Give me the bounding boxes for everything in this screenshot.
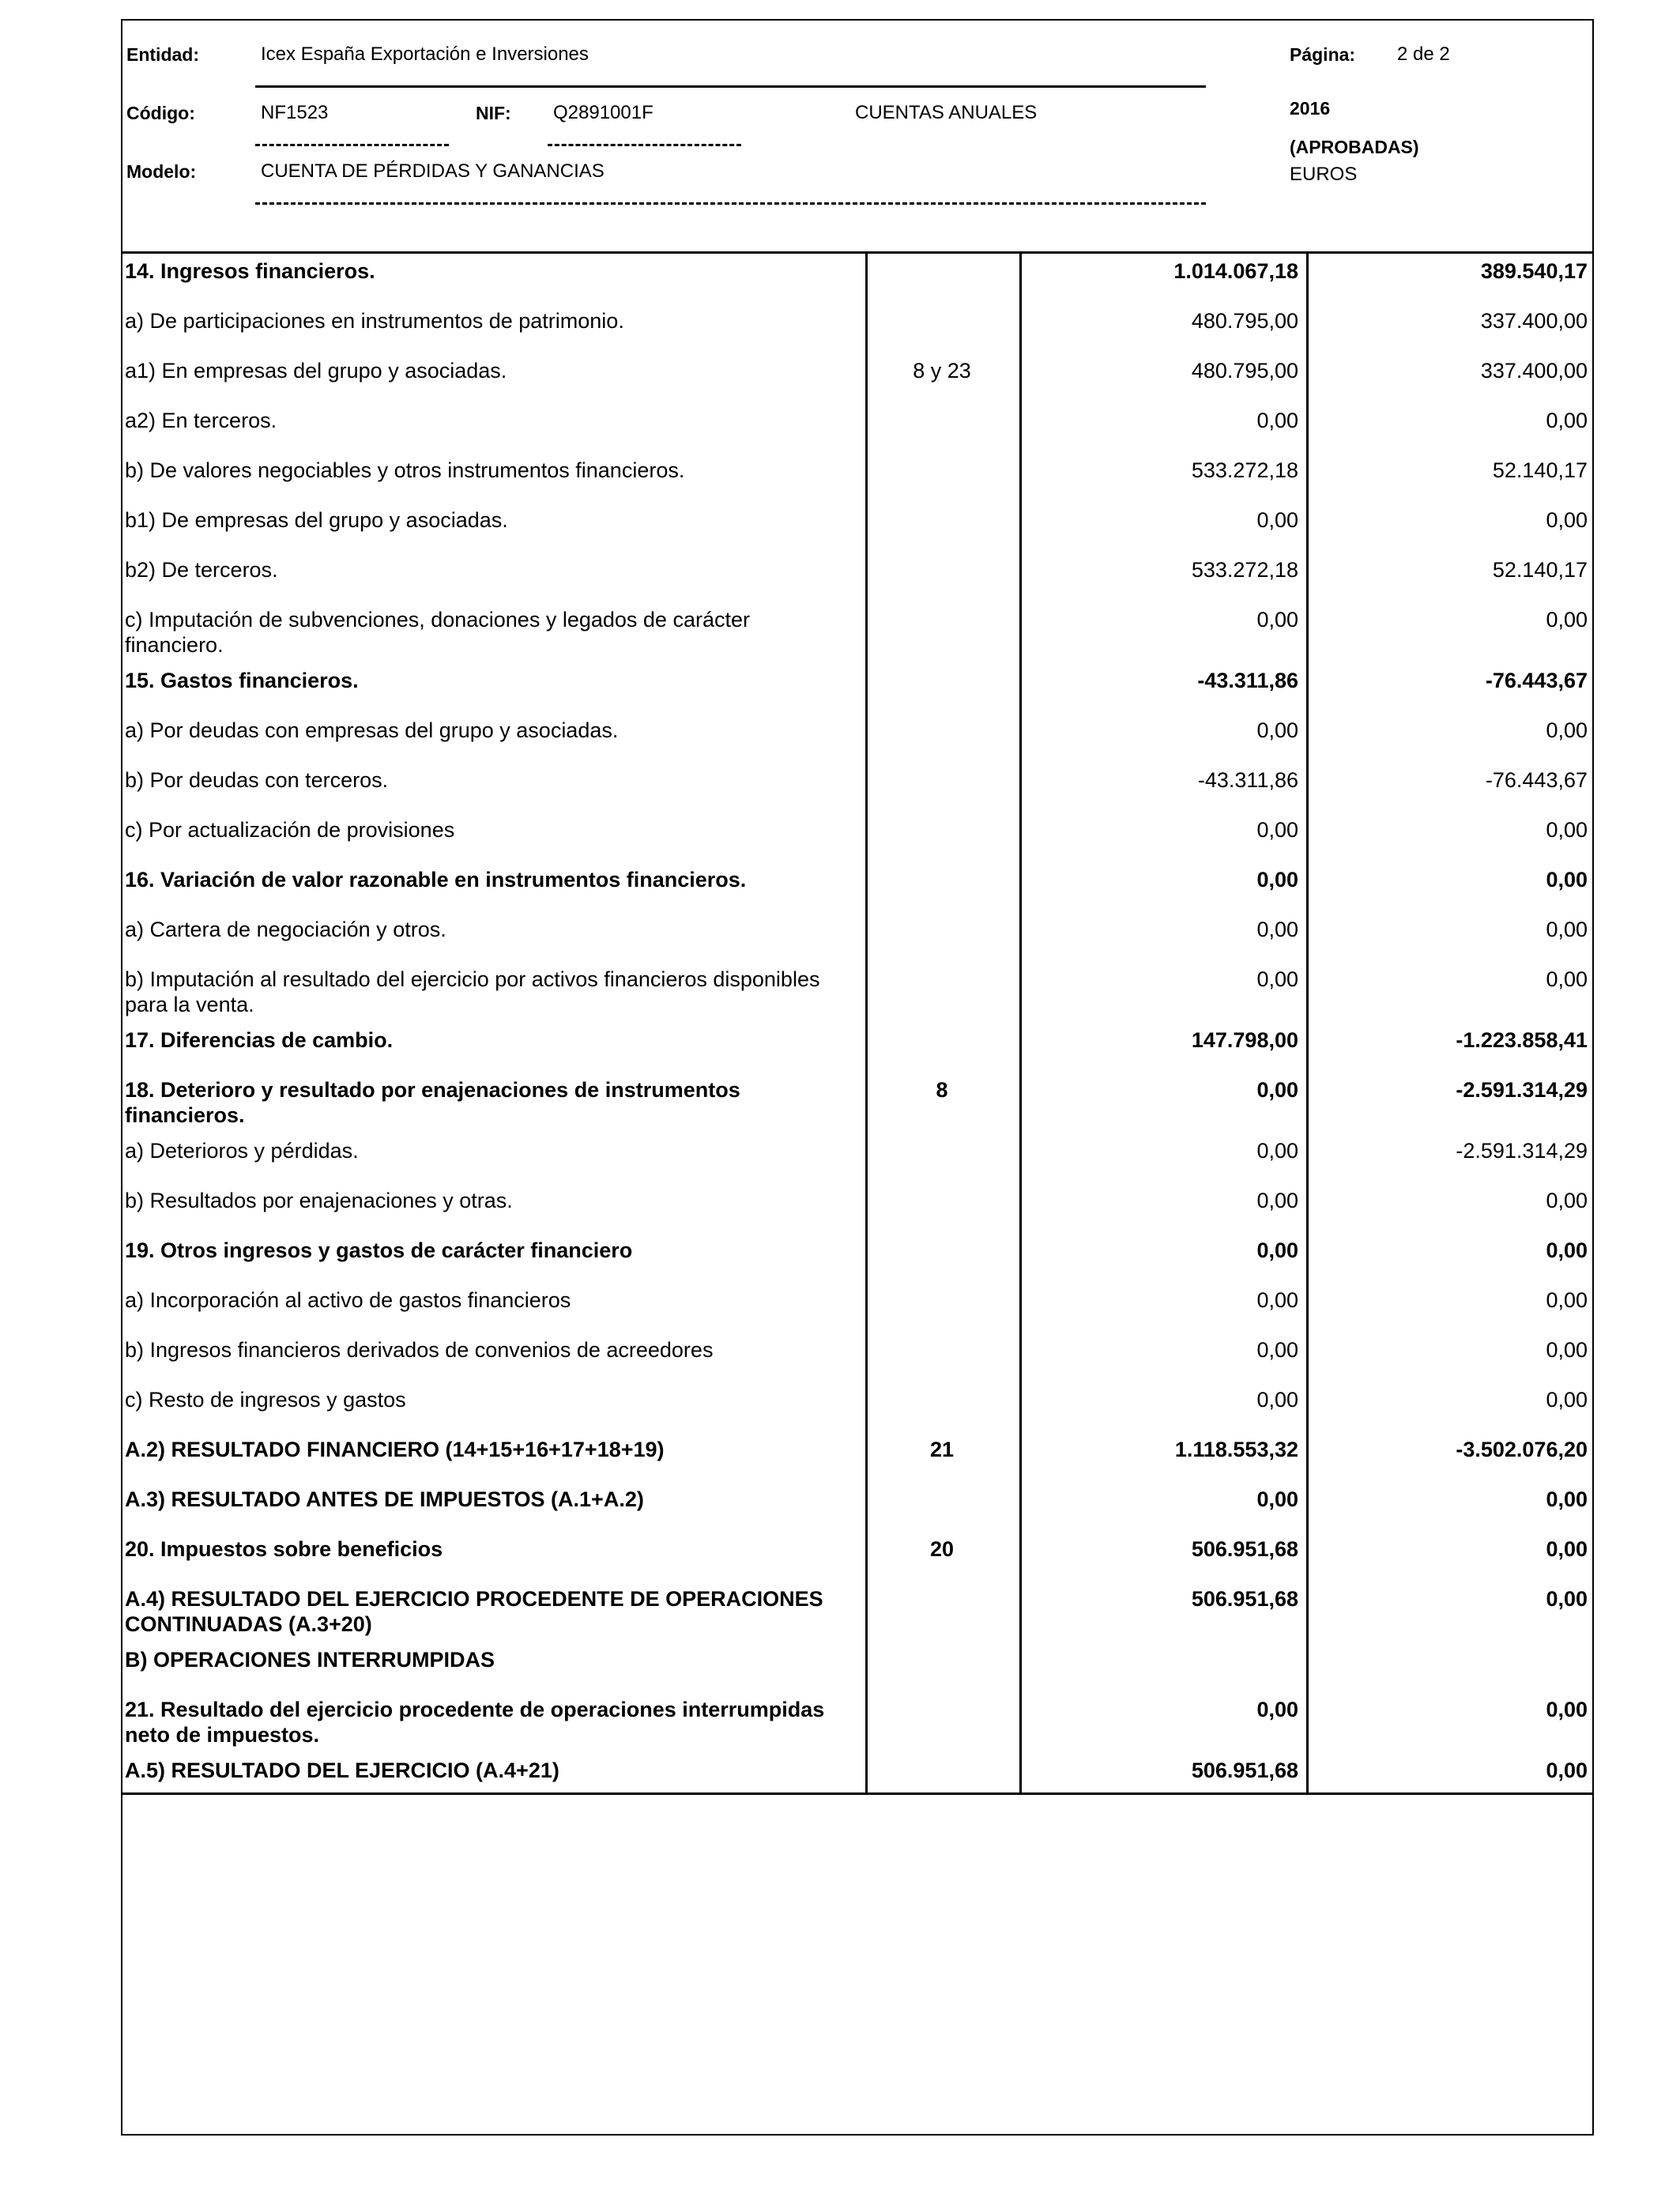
row-value-previous: 337.400,00 [1480, 309, 1588, 333]
row-value-previous: 0,00 [1546, 1288, 1588, 1312]
row-description: a) Deterioros y pérdidas. [125, 1139, 359, 1163]
row-value-previous: 0,00 [1546, 818, 1588, 842]
row-description: 21. Resultado del ejercicio procedente de operaciones interrumpidas neto de impuestos. [125, 1698, 825, 1747]
row-value-previous: 0,00 [1546, 1759, 1588, 1782]
doc-type: CUENTAS ANUALES [855, 102, 1038, 123]
row-note: 20 [929, 1537, 955, 1561]
row-value-2016: 1.014.067,18 [1173, 259, 1298, 283]
row-note: 8 [936, 1078, 948, 1102]
row-description: a2) En terceros. [125, 409, 277, 432]
row-description: a) Cartera de negociación y otros. [125, 918, 446, 941]
row-value-previous: 337.400,00 [1480, 359, 1588, 383]
row-value-previous: 0,00 [1546, 1587, 1588, 1611]
row-value-previous: 0,00 [1546, 1388, 1588, 1412]
codigo-label: Código: [126, 103, 195, 123]
row-description: c) Imputación de subvenciones, donaciones y legados de carácter financiero. [125, 608, 750, 657]
row-value-2016: 0,00 [1256, 1238, 1298, 1262]
row-description: c) Resto de ingresos y gastos [125, 1388, 406, 1412]
currency: EUROS [1290, 164, 1358, 185]
nif-label: NIF: [476, 103, 511, 123]
row-value-2016: 0,00 [1256, 1338, 1298, 1362]
row-value-2016: 0,00 [1256, 967, 1298, 991]
row-value-2016: 0,00 [1256, 1698, 1298, 1721]
row-value-2016: 147.798,00 [1191, 1028, 1298, 1052]
entidad-value: Icex España Exportación e Inversiones [261, 43, 589, 65]
row-value-previous: 0,00 [1546, 718, 1588, 742]
row-value-2016: 0,00 [1256, 918, 1298, 941]
codigo-underline [255, 144, 449, 146]
nif-value: Q2891001F [553, 102, 654, 123]
row-value-2016: 0,00 [1256, 1288, 1298, 1312]
row-description: b2) De terceros. [125, 558, 278, 582]
row-value-2016: 0,00 [1256, 1388, 1298, 1412]
row-value-previous: 0,00 [1546, 967, 1588, 991]
row-value-previous: -76.443,67 [1485, 669, 1588, 692]
modelo-label: Modelo: [126, 161, 197, 182]
row-description: 16. Variación de valor razonable en instrumentos financieros. [125, 868, 747, 892]
row-description: 19. Otros ingresos y gastos de carácter financiero [125, 1238, 633, 1262]
pagina-label: Página: [1290, 44, 1356, 65]
modelo-value: CUENTA DE PÉRDIDAS Y GANANCIAS [261, 160, 605, 182]
row-description: 18. Deterioro y resultado por enajenaciones de instrumentos financieros. [125, 1078, 740, 1127]
row-description: b) Por deudas con terceros. [125, 768, 389, 792]
row-value-2016: 0,00 [1256, 1078, 1298, 1102]
row-value-2016: 0,00 [1256, 818, 1298, 842]
row-value-previous: -3.502.076,20 [1456, 1438, 1588, 1461]
pagina-value: 2 de 2 [1397, 43, 1450, 65]
row-value-previous: 0,00 [1546, 918, 1588, 941]
row-note: 21 [929, 1438, 955, 1461]
row-value-previous: 52.140,17 [1492, 558, 1588, 582]
row-value-2016: 533.272,18 [1191, 458, 1298, 482]
row-value-2016: 0,00 [1256, 1139, 1298, 1163]
year: 2016 [1290, 98, 1331, 119]
row-value-previous: 0,00 [1546, 1338, 1588, 1362]
row-description: 20. Impuestos sobre beneficios [125, 1537, 443, 1561]
row-value-2016: -43.311,86 [1197, 669, 1298, 692]
row-description: b) De valores negociables y otros instrumentos financieros. [125, 458, 685, 482]
row-value-2016: 1.118.553,32 [1174, 1438, 1298, 1461]
status: (APROBADAS) [1290, 137, 1419, 157]
row-description: b) Resultados por enajenaciones y otras. [125, 1189, 513, 1212]
row-value-previous: 52.140,17 [1492, 458, 1588, 482]
header-separator [121, 251, 1594, 254]
row-value-2016: 480.795,00 [1191, 359, 1298, 383]
row-note: 8 y 23 [913, 359, 971, 383]
row-description: c) Por actualización de provisiones [125, 818, 455, 842]
row-value-2016: 533.272,18 [1191, 558, 1298, 582]
row-description: A.4) RESULTADO DEL EJERCICIO PROCEDENTE DE OPERACIONES CONTINUADAS (A.3+20) [125, 1587, 823, 1636]
column-divider-previous [1306, 251, 1309, 1794]
row-value-previous: 0,00 [1546, 1537, 1588, 1561]
row-value-previous: 0,00 [1546, 608, 1588, 631]
row-value-2016: -43.311,86 [1197, 768, 1298, 792]
table-bottom-line [121, 1793, 1594, 1795]
nif-underline [548, 144, 741, 146]
column-divider-notes [865, 251, 868, 1794]
row-value-2016: 0,00 [1256, 718, 1298, 742]
row-description: b) Imputación al resultado del ejercicio por activos financieros disponibles para la venta. [125, 967, 820, 1016]
row-value-2016: 0,00 [1256, 508, 1298, 532]
row-value-previous: -2.591.314,29 [1456, 1139, 1588, 1163]
row-value-2016: 0,00 [1256, 1189, 1298, 1212]
row-value-2016: 0,00 [1256, 608, 1298, 631]
row-value-2016: 0,00 [1256, 1487, 1298, 1511]
row-description: 17. Diferencias de cambio. [125, 1028, 394, 1052]
modelo-underline [255, 202, 1206, 205]
row-description: A.2) RESULTADO FINANCIERO (14+15+16+17+18+19) [125, 1438, 665, 1461]
row-value-previous: -76.443,67 [1485, 768, 1588, 792]
row-description: a) Por deudas con empresas del grupo y asociadas. [125, 718, 619, 742]
row-value-previous: 0,00 [1546, 1487, 1588, 1511]
row-value-previous: -2.591.314,29 [1456, 1078, 1588, 1102]
row-value-previous: 0,00 [1546, 1238, 1588, 1262]
row-value-previous: 0,00 [1546, 409, 1588, 432]
row-description: a) De participaciones en instrumentos de patrimonio. [125, 309, 624, 333]
row-value-previous: 389.540,17 [1480, 259, 1588, 283]
codigo-value: NF1523 [261, 102, 329, 123]
row-description: b) Ingresos financieros derivados de convenios de acreedores [125, 1338, 714, 1362]
row-value-previous: 0,00 [1546, 868, 1588, 892]
column-divider-current [1019, 251, 1022, 1794]
row-value-2016: 506.951,68 [1191, 1587, 1298, 1611]
row-value-previous: -1.223.858,41 [1456, 1028, 1588, 1052]
row-value-2016: 506.951,68 [1191, 1759, 1298, 1782]
row-value-previous: 0,00 [1546, 508, 1588, 532]
row-value-2016: 506.951,68 [1191, 1537, 1298, 1561]
row-description: a1) En empresas del grupo y asociadas. [125, 359, 507, 383]
row-description: 15. Gastos financieros. [125, 669, 359, 692]
row-description: B) OPERACIONES INTERRUMPIDAS [125, 1648, 495, 1672]
row-description: b1) De empresas del grupo y asociadas. [125, 508, 508, 532]
row-value-2016: 0,00 [1256, 409, 1298, 432]
row-description: A.5) RESULTADO DEL EJERCICIO (A.4+21) [125, 1759, 559, 1782]
row-value-previous: 0,00 [1546, 1189, 1588, 1212]
row-description: a) Incorporación al activo de gastos financieros [125, 1288, 571, 1312]
row-description: 14. Ingresos financieros. [125, 259, 375, 283]
row-value-previous: 0,00 [1546, 1698, 1588, 1721]
row-value-2016: 480.795,00 [1191, 309, 1298, 333]
entidad-underline [255, 85, 1206, 88]
entidad-label: Entidad: [126, 44, 199, 65]
row-value-2016: 0,00 [1256, 868, 1298, 892]
row-description: A.3) RESULTADO ANTES DE IMPUESTOS (A.1+A.2) [125, 1487, 644, 1511]
